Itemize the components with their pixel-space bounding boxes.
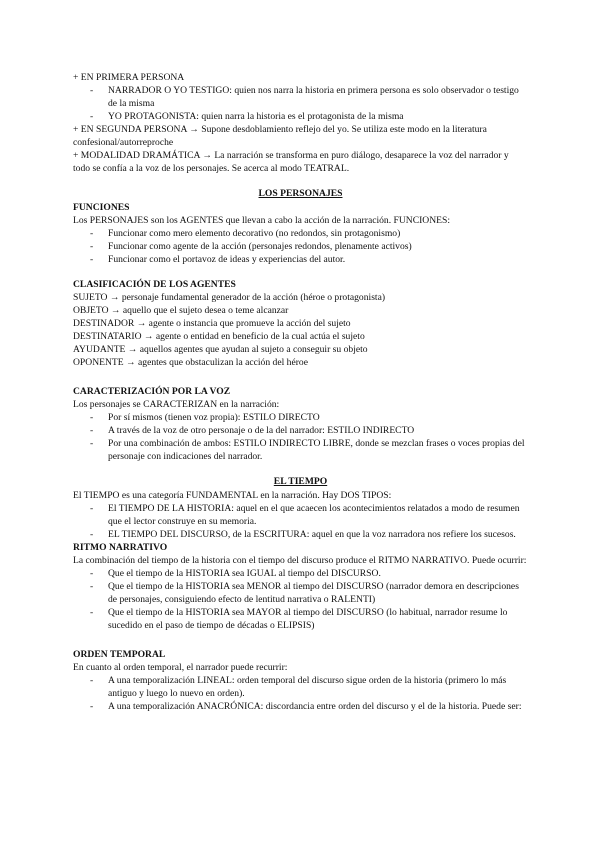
tiempo-heading: EL TIEMPO	[273, 476, 328, 487]
page-content	[73, 71, 528, 713]
list-item: - Que el tiempo de la HISTORIA sea IGUAL al tiempo del DISCURSO.	[73, 567, 528, 580]
agente-line: OPONENTE → agentes que obstaculizan la acción del héroe	[73, 357, 308, 368]
agentes-heading: CLASIFICACIÓN DE LOS AGENTES	[73, 279, 236, 290]
ritmo-heading: RITMO NARRATIVO	[73, 542, 168, 553]
list-item: - Funcionar como mero elemento decorativo (no redondos, sin protagonismo)	[73, 227, 528, 240]
orden-heading: ORDEN TEMPORAL	[73, 649, 166, 660]
tiempo-intro: El TIEMPO es una categoría FUNDAMENTAL en la narración. Hay DOS TIPOS:	[73, 490, 392, 501]
list-item: - YO PROTAGONISTA: quien narra la historia es el protagonista de la misma	[73, 110, 528, 123]
list-item: - Que el tiempo de la HISTORIA sea MENOR al tiempo del DISCURSO (narrador demora en descripciones de personajes, consiguiendo efecto de lentitud narrativa o RALENTI)	[73, 580, 528, 606]
agente-line: DESTINATARIO → agente o entidad en beneficio de la cual actúa el sujeto	[73, 331, 365, 342]
ritmo-list	[73, 567, 528, 632]
list-item: - EL TIEMPO DEL DISCURSO, de la ESCRITURA: aquel en que la voz narradora nos refiere los sucesos.	[73, 528, 528, 541]
list-item: - Funcionar como agente de la acción (personajes redondos, plenamente activos)	[73, 240, 528, 253]
voz-heading: CARACTERIZACIÓN POR LA VOZ	[73, 386, 231, 397]
agente-line: OBJETO → aquello que el sujeto desea o teme alcanzar	[73, 305, 289, 316]
list-item: - NARRADOR O YO TESTIGO: quien nos narra la historia en primera persona es solo observador o testigo de la misma	[73, 84, 528, 110]
modalidad-dramatica-paragraph: + MODALIDAD DRAMÁTICA → La narración se transforma en puro diálogo, desaparece la voz del narrador y todo se confía a la voz de los personajes. Se acerca al modo TEATRAL.	[73, 150, 509, 174]
list-item: - Funcionar como el portavoz de ideas y experiencias del autor.	[73, 253, 528, 266]
list-item: - El TIEMPO DE LA HISTORIA: aquel en el que acaecen los acontecimientos relatados a modo de resumen que el lector construye en su memoria.	[73, 502, 528, 528]
list-item: - A través de la voz de otro personaje o de la del narrador: ESTILO INDIRECTO	[73, 424, 528, 437]
ritmo-intro: La combinación del tiempo de la historia con el tiempo del discurso produce el RITMO NARRATIVO. Puede ocurrir:	[73, 555, 527, 566]
voz-intro: Los personajes se CARACTERIZAN en la narración:	[73, 399, 280, 410]
list-item: - Por sí mismos (tienen voz propia): ESTILO DIRECTO	[73, 411, 528, 424]
agente-line: AYUDANTE → aquellos agentes que ayudan al sujeto a conseguir su objeto	[73, 344, 368, 355]
agente-line: DESTINADOR → agente o instancia que promueve la acción del sujeto	[73, 318, 351, 329]
list-item: - Por una combinación de ambos: ESTILO INDIRECTO LIBRE, donde se mezclan frases o voces propias del personaje con indicaciones del narrador.	[73, 437, 528, 463]
primera-persona-line: + EN PRIMERA PERSONA	[73, 72, 185, 83]
list-item: - Que el tiempo de la HISTORIA sea MAYOR al tiempo del DISCURSO (lo habitual, narrador resume lo sucedido en el paso de tiempo de décadas o ELIPSIS)	[73, 606, 528, 632]
funciones-list	[73, 227, 528, 266]
orden-intro: En cuanto al orden temporal, el narrador puede recurrir:	[73, 662, 288, 673]
orden-list	[73, 674, 528, 713]
personajes-intro: Los PERSONAJES son los AGENTES que llevan a cabo la acción de la narración. FUNCIONES:	[73, 215, 451, 226]
list-item: - A una temporalización ANACRÓNICA: discordancia entre orden del discurso y el de la historia. Puede ser:	[73, 700, 528, 713]
list-item: - A una temporalización LINEAL: orden temporal del discurso sigue orden de la historia (primero lo más antiguo y luego lo nuevo en orden).	[73, 674, 528, 700]
voz-list	[73, 411, 528, 463]
personajes-heading: LOS PERSONAJES	[258, 188, 343, 199]
tiempo-list	[73, 502, 528, 541]
segunda-persona-paragraph: + EN SEGUNDA PERSONA → Supone desdoblamiento reflejo del yo. Se utiliza este modo en la literatura confesional/autorreproche	[73, 124, 487, 148]
primera-persona-list	[73, 84, 528, 123]
agente-line: SUJETO → personaje fundamental generador de la acción (héroe o protagonista)	[73, 292, 386, 303]
funciones-heading: FUNCIONES	[73, 202, 130, 213]
